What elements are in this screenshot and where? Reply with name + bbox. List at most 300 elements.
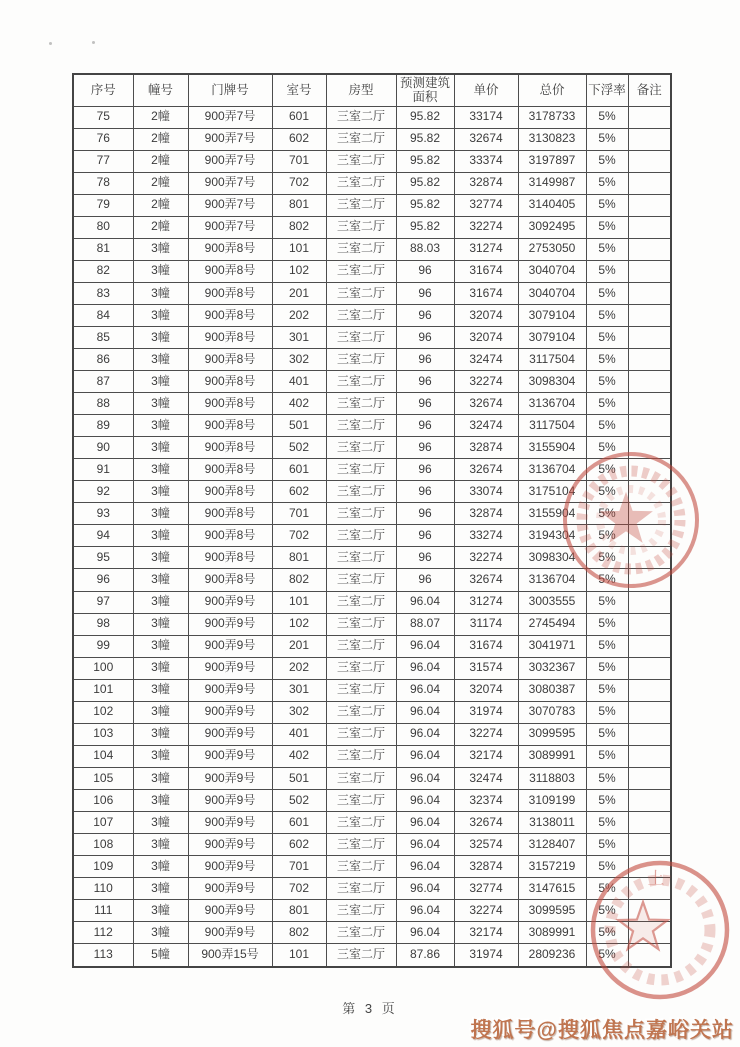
cell-layout: 三室二厅	[326, 150, 396, 172]
cell-seq: 89	[73, 415, 133, 437]
cell-building: 2幢	[133, 128, 188, 150]
cell-discount: 5%	[586, 547, 628, 569]
cell-unit-price: 32274	[454, 216, 518, 238]
cell-seq: 79	[73, 194, 133, 216]
table-row	[73, 481, 671, 503]
cell-door-number: 900弄9号	[188, 812, 272, 834]
cell-note	[628, 767, 671, 789]
cell-building: 3幢	[133, 547, 188, 569]
cell-room: 502	[272, 789, 326, 811]
cell-building: 3幢	[133, 591, 188, 613]
cell-area: 96.04	[396, 679, 454, 701]
cell-door-number: 900弄7号	[188, 172, 272, 194]
cell-total-price: 3079104	[518, 304, 586, 326]
cell-layout: 三室二厅	[326, 878, 396, 900]
cell-note	[628, 349, 671, 371]
cell-discount: 5%	[586, 569, 628, 591]
cell-area: 96.04	[396, 812, 454, 834]
table-row	[73, 856, 671, 878]
cell-building: 3幢	[133, 679, 188, 701]
cell-total-price: 3003555	[518, 591, 586, 613]
cell-layout: 三室二厅	[326, 349, 396, 371]
cell-room: 302	[272, 349, 326, 371]
cell-note	[628, 789, 671, 811]
cell-discount: 5%	[586, 481, 628, 503]
cell-total-price: 3099595	[518, 723, 586, 745]
cell-area: 88.03	[396, 238, 454, 260]
table-row	[73, 194, 671, 216]
cell-note	[628, 657, 671, 679]
cell-room: 102	[272, 613, 326, 635]
cell-seq: 87	[73, 371, 133, 393]
cell-building: 3幢	[133, 238, 188, 260]
cell-room: 801	[272, 194, 326, 216]
cell-area: 96.04	[396, 834, 454, 856]
cell-note	[628, 547, 671, 569]
cell-seq: 82	[73, 260, 133, 282]
cell-seq: 85	[73, 326, 133, 348]
cell-total-price: 3080387	[518, 679, 586, 701]
cell-unit-price: 32474	[454, 349, 518, 371]
cell-room: 602	[272, 834, 326, 856]
cell-discount: 5%	[586, 326, 628, 348]
cell-layout: 三室二厅	[326, 282, 396, 304]
cell-total-price: 3138011	[518, 812, 586, 834]
cell-discount: 5%	[586, 415, 628, 437]
table-row	[73, 745, 671, 767]
cell-layout: 三室二厅	[326, 128, 396, 150]
cell-unit-price: 32674	[454, 459, 518, 481]
cell-area: 96	[396, 503, 454, 525]
cell-area: 95.82	[396, 150, 454, 172]
cell-total-price: 3136704	[518, 393, 586, 415]
column-header-seq: 序号	[73, 74, 133, 106]
cell-seq: 107	[73, 812, 133, 834]
table-row	[73, 238, 671, 260]
cell-total-price: 3149987	[518, 172, 586, 194]
cell-discount: 5%	[586, 216, 628, 238]
cell-area: 96	[396, 349, 454, 371]
cell-total-price: 3140405	[518, 194, 586, 216]
cell-area: 96.04	[396, 635, 454, 657]
cell-unit-price: 31974	[454, 944, 518, 967]
cell-room: 101	[272, 238, 326, 260]
cell-door-number: 900弄8号	[188, 282, 272, 304]
cell-note	[628, 525, 671, 547]
table-row	[73, 701, 671, 723]
cell-unit-price: 31174	[454, 613, 518, 635]
cell-total-price: 2745494	[518, 613, 586, 635]
cell-layout: 三室二厅	[326, 944, 396, 967]
cell-room: 402	[272, 745, 326, 767]
cell-layout: 三室二厅	[326, 393, 396, 415]
cell-unit-price: 31274	[454, 238, 518, 260]
cell-layout: 三室二厅	[326, 723, 396, 745]
column-header-note: 备注	[628, 74, 671, 106]
cell-unit-price: 32874	[454, 503, 518, 525]
cell-layout: 三室二厅	[326, 437, 396, 459]
table-row	[73, 326, 671, 348]
table-row	[73, 547, 671, 569]
table-row	[73, 944, 671, 967]
cell-total-price: 3118803	[518, 767, 586, 789]
cell-unit-price: 32174	[454, 922, 518, 944]
cell-building: 3幢	[133, 481, 188, 503]
cell-building: 3幢	[133, 371, 188, 393]
cell-room: 802	[272, 922, 326, 944]
cell-note	[628, 304, 671, 326]
cell-layout: 三室二厅	[326, 701, 396, 723]
cell-building: 3幢	[133, 635, 188, 657]
cell-note	[628, 393, 671, 415]
cell-area: 96	[396, 569, 454, 591]
cell-unit-price: 33374	[454, 150, 518, 172]
cell-room: 202	[272, 657, 326, 679]
cell-seq: 108	[73, 834, 133, 856]
cell-note	[628, 701, 671, 723]
table-row	[73, 459, 671, 481]
cell-total-price: 3136704	[518, 569, 586, 591]
cell-seq: 103	[73, 723, 133, 745]
cell-building: 2幢	[133, 194, 188, 216]
cell-discount: 5%	[586, 282, 628, 304]
cell-discount: 5%	[586, 459, 628, 481]
cell-door-number: 900弄9号	[188, 635, 272, 657]
cell-unit-price: 31674	[454, 260, 518, 282]
column-header-unit-price: 单价	[454, 74, 518, 106]
table-row	[73, 767, 671, 789]
cell-total-price: 3098304	[518, 371, 586, 393]
cell-note	[628, 635, 671, 657]
table-row	[73, 282, 671, 304]
cell-door-number: 900弄8号	[188, 238, 272, 260]
cell-area: 96	[396, 459, 454, 481]
cell-area: 96	[396, 260, 454, 282]
cell-room: 502	[272, 437, 326, 459]
cell-note	[628, 371, 671, 393]
cell-seq: 86	[73, 349, 133, 371]
cell-discount: 5%	[586, 856, 628, 878]
cell-building: 3幢	[133, 900, 188, 922]
cell-building: 3幢	[133, 282, 188, 304]
table-row	[73, 723, 671, 745]
cell-discount: 5%	[586, 878, 628, 900]
cell-unit-price: 32674	[454, 393, 518, 415]
cell-layout: 三室二厅	[326, 812, 396, 834]
cell-discount: 5%	[586, 834, 628, 856]
cell-area: 96.04	[396, 878, 454, 900]
cell-seq: 94	[73, 525, 133, 547]
cell-layout: 三室二厅	[326, 547, 396, 569]
table-row	[73, 371, 671, 393]
cell-building: 3幢	[133, 459, 188, 481]
cell-discount: 5%	[586, 635, 628, 657]
table-body	[73, 106, 671, 967]
cell-discount: 5%	[586, 789, 628, 811]
cell-note	[628, 723, 671, 745]
cell-room: 301	[272, 679, 326, 701]
column-header-door-number: 门牌号	[188, 74, 272, 106]
cell-room: 501	[272, 415, 326, 437]
cell-unit-price: 31574	[454, 657, 518, 679]
cell-room: 802	[272, 569, 326, 591]
table-row	[73, 128, 671, 150]
cell-unit-price: 32374	[454, 789, 518, 811]
cell-door-number: 900弄7号	[188, 216, 272, 238]
cell-building: 3幢	[133, 349, 188, 371]
cell-room: 201	[272, 635, 326, 657]
cell-room: 701	[272, 856, 326, 878]
column-header-room: 室号	[272, 74, 326, 106]
cell-room: 601	[272, 812, 326, 834]
cell-area: 87.86	[396, 944, 454, 967]
cell-area: 95.82	[396, 216, 454, 238]
cell-room: 501	[272, 767, 326, 789]
cell-room: 401	[272, 371, 326, 393]
header-row	[73, 74, 671, 106]
cell-total-price: 3155904	[518, 437, 586, 459]
cell-seq: 97	[73, 591, 133, 613]
cell-layout: 三室二厅	[326, 371, 396, 393]
cell-room: 602	[272, 481, 326, 503]
cell-layout: 三室二厅	[326, 172, 396, 194]
cell-seq: 88	[73, 393, 133, 415]
cell-area: 96	[396, 547, 454, 569]
cell-door-number: 900弄8号	[188, 371, 272, 393]
cell-area: 96.04	[396, 900, 454, 922]
cell-total-price: 3089991	[518, 745, 586, 767]
cell-layout: 三室二厅	[326, 415, 396, 437]
cell-note	[628, 260, 671, 282]
cell-total-price: 3098304	[518, 547, 586, 569]
cell-discount: 5%	[586, 701, 628, 723]
cell-note	[628, 878, 671, 900]
cell-note	[628, 900, 671, 922]
cell-layout: 三室二厅	[326, 679, 396, 701]
cell-unit-price: 32774	[454, 194, 518, 216]
cell-building: 3幢	[133, 503, 188, 525]
cell-room: 302	[272, 701, 326, 723]
cell-door-number: 900弄7号	[188, 128, 272, 150]
cell-note	[628, 856, 671, 878]
cell-area: 96.04	[396, 767, 454, 789]
table-row	[73, 349, 671, 371]
table-row	[73, 591, 671, 613]
cell-layout: 三室二厅	[326, 900, 396, 922]
cell-unit-price: 32674	[454, 812, 518, 834]
cell-door-number: 900弄9号	[188, 900, 272, 922]
table-row	[73, 812, 671, 834]
cell-note	[628, 569, 671, 591]
cell-layout: 三室二厅	[326, 260, 396, 282]
cell-seq: 93	[73, 503, 133, 525]
cell-area: 96.04	[396, 856, 454, 878]
cell-room: 801	[272, 900, 326, 922]
cell-unit-price: 32274	[454, 547, 518, 569]
table-row	[73, 150, 671, 172]
cell-discount: 5%	[586, 812, 628, 834]
cell-building: 3幢	[133, 789, 188, 811]
cell-discount: 5%	[586, 437, 628, 459]
page-number: 第 3 页	[342, 1001, 398, 1016]
cell-layout: 三室二厅	[326, 459, 396, 481]
cell-room: 601	[272, 459, 326, 481]
cell-area: 96	[396, 326, 454, 348]
scan-speck	[49, 42, 52, 45]
seal-visible-char: 上	[647, 869, 665, 889]
cell-note	[628, 613, 671, 635]
cell-note	[628, 481, 671, 503]
cell-seq: 102	[73, 701, 133, 723]
cell-seq: 111	[73, 900, 133, 922]
cell-layout: 三室二厅	[326, 767, 396, 789]
cell-room: 102	[272, 260, 326, 282]
cell-door-number: 900弄8号	[188, 260, 272, 282]
cell-unit-price: 32274	[454, 900, 518, 922]
cell-total-price: 3175104	[518, 481, 586, 503]
cell-note	[628, 326, 671, 348]
cell-note	[628, 679, 671, 701]
cell-area: 96	[396, 371, 454, 393]
cell-note	[628, 834, 671, 856]
cell-seq: 95	[73, 547, 133, 569]
cell-door-number: 900弄8号	[188, 547, 272, 569]
cell-unit-price: 32574	[454, 834, 518, 856]
cell-building: 3幢	[133, 613, 188, 635]
table-row	[73, 260, 671, 282]
cell-layout: 三室二厅	[326, 194, 396, 216]
cell-total-price: 3041971	[518, 635, 586, 657]
cell-unit-price: 31274	[454, 591, 518, 613]
cell-discount: 5%	[586, 260, 628, 282]
column-header-discount: 下浮率	[586, 74, 628, 106]
cell-door-number: 900弄9号	[188, 834, 272, 856]
cell-seq: 92	[73, 481, 133, 503]
cell-layout: 三室二厅	[326, 503, 396, 525]
cell-door-number: 900弄9号	[188, 679, 272, 701]
cell-seq: 105	[73, 767, 133, 789]
table-row	[73, 415, 671, 437]
cell-seq: 91	[73, 459, 133, 481]
table-row	[73, 172, 671, 194]
cell-area: 96.04	[396, 657, 454, 679]
cell-door-number: 900弄9号	[188, 591, 272, 613]
cell-layout: 三室二厅	[326, 657, 396, 679]
cell-area: 95.82	[396, 106, 454, 128]
cell-area: 96	[396, 415, 454, 437]
cell-total-price: 3109199	[518, 789, 586, 811]
cell-discount: 5%	[586, 900, 628, 922]
cell-total-price: 3117504	[518, 415, 586, 437]
cell-discount: 5%	[586, 304, 628, 326]
cell-building: 3幢	[133, 856, 188, 878]
cell-area: 95.82	[396, 194, 454, 216]
cell-area: 96.04	[396, 922, 454, 944]
table-row	[73, 106, 671, 128]
cell-unit-price: 33074	[454, 481, 518, 503]
cell-room: 702	[272, 878, 326, 900]
cell-discount: 5%	[586, 194, 628, 216]
cell-building: 2幢	[133, 216, 188, 238]
cell-door-number: 900弄7号	[188, 106, 272, 128]
cell-unit-price: 32074	[454, 326, 518, 348]
cell-discount: 5%	[586, 393, 628, 415]
cell-building: 3幢	[133, 657, 188, 679]
cell-building: 3幢	[133, 701, 188, 723]
cell-unit-price: 32474	[454, 415, 518, 437]
cell-total-price: 3147615	[518, 878, 586, 900]
cell-note	[628, 194, 671, 216]
cell-seq: 101	[73, 679, 133, 701]
cell-note	[628, 415, 671, 437]
cell-layout: 三室二厅	[326, 481, 396, 503]
cell-building: 2幢	[133, 150, 188, 172]
housing-price-table	[72, 73, 672, 968]
cell-discount: 5%	[586, 944, 628, 967]
cell-layout: 三室二厅	[326, 789, 396, 811]
cell-total-price: 3178733	[518, 106, 586, 128]
cell-discount: 5%	[586, 106, 628, 128]
table-row	[73, 569, 671, 591]
cell-area: 96	[396, 282, 454, 304]
cell-door-number: 900弄9号	[188, 723, 272, 745]
cell-unit-price: 32874	[454, 856, 518, 878]
cell-unit-price: 31674	[454, 635, 518, 657]
cell-unit-price: 31974	[454, 701, 518, 723]
cell-total-price: 3128407	[518, 834, 586, 856]
table-row	[73, 393, 671, 415]
cell-room: 101	[272, 591, 326, 613]
cell-note	[628, 437, 671, 459]
cell-room: 701	[272, 503, 326, 525]
cell-seq: 78	[73, 172, 133, 194]
cell-door-number: 900弄8号	[188, 393, 272, 415]
cell-room: 402	[272, 393, 326, 415]
cell-room: 701	[272, 150, 326, 172]
cell-layout: 三室二厅	[326, 856, 396, 878]
table-row	[73, 525, 671, 547]
cell-area: 96.04	[396, 591, 454, 613]
cell-building: 3幢	[133, 745, 188, 767]
cell-building: 3幢	[133, 834, 188, 856]
cell-total-price: 2809236	[518, 944, 586, 967]
cell-total-price: 3136704	[518, 459, 586, 481]
cell-door-number: 900弄8号	[188, 304, 272, 326]
cell-seq: 77	[73, 150, 133, 172]
table-row	[73, 613, 671, 635]
cell-discount: 5%	[586, 371, 628, 393]
column-header-layout: 房型	[326, 74, 396, 106]
cell-note	[628, 238, 671, 260]
cell-room: 702	[272, 172, 326, 194]
cell-door-number: 900弄8号	[188, 569, 272, 591]
cell-unit-price: 33174	[454, 106, 518, 128]
cell-total-price: 3040704	[518, 282, 586, 304]
cell-seq: 96	[73, 569, 133, 591]
cell-seq: 99	[73, 635, 133, 657]
cell-note	[628, 106, 671, 128]
cell-seq: 83	[73, 282, 133, 304]
cell-seq: 81	[73, 238, 133, 260]
cell-room: 602	[272, 128, 326, 150]
cell-seq: 112	[73, 922, 133, 944]
cell-layout: 三室二厅	[326, 569, 396, 591]
cell-door-number: 900弄9号	[188, 878, 272, 900]
scan-speck	[92, 41, 95, 44]
cell-room: 401	[272, 723, 326, 745]
cell-total-price: 3079104	[518, 326, 586, 348]
cell-seq: 113	[73, 944, 133, 967]
